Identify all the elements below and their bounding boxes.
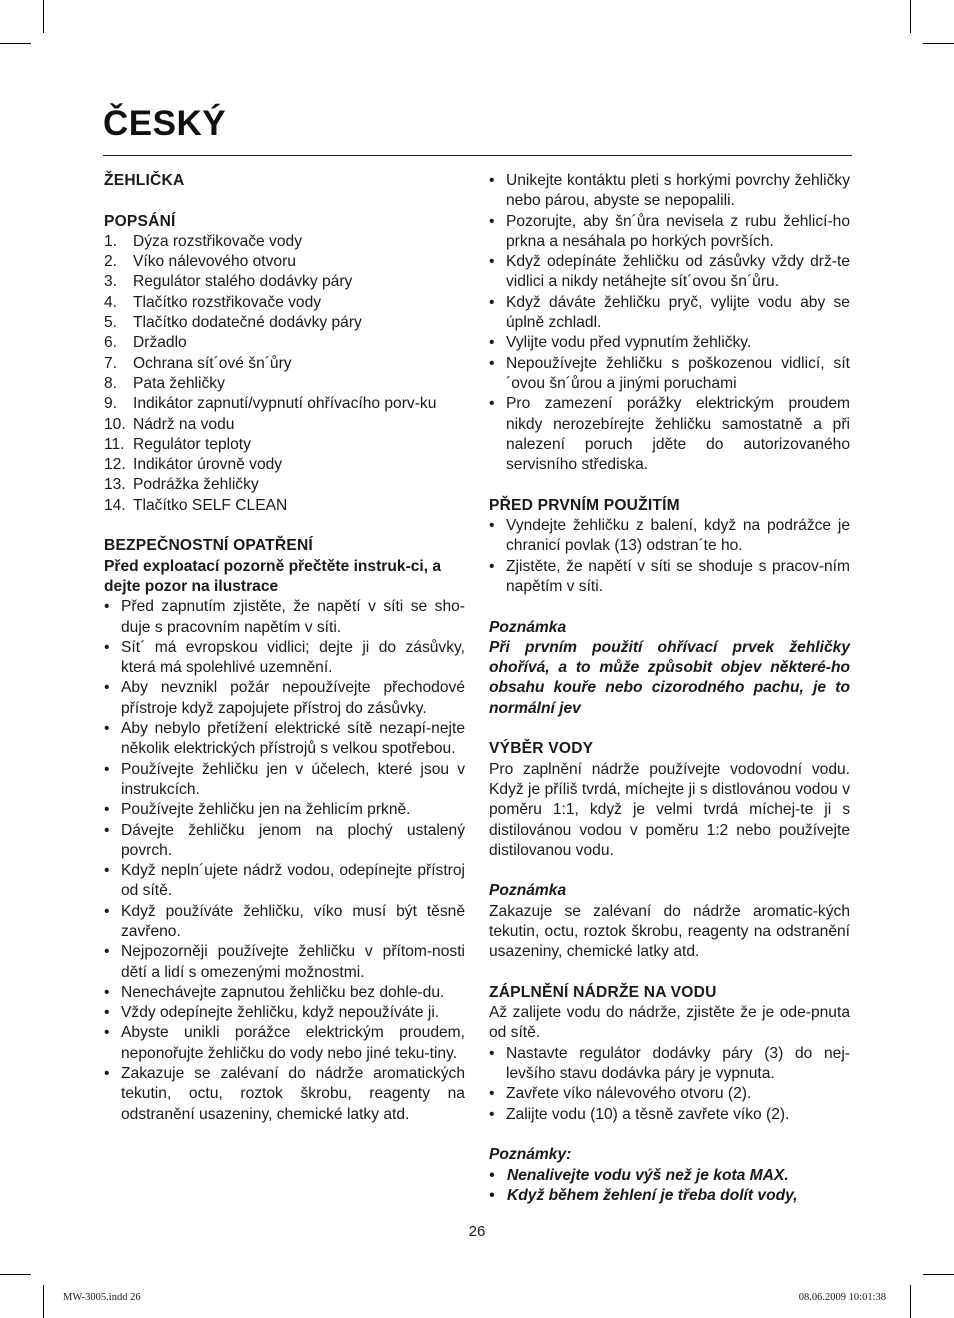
- notes-list: [489, 1166, 850, 1207]
- safety-list-continued: [489, 171, 850, 475]
- footer-file-info: MW-3005.indd 26: [63, 1292, 141, 1303]
- item-number: 2.: [104, 253, 118, 271]
- item-text: Indikátor zapnutí/vypnutí ohřívacího porv-ku: [133, 395, 437, 413]
- list-item: • Pro zamezení porážky elektrickým proudem nikdy nerozebírejte žehličku samostatně a při nalezení poruch jděte do autorizovaného servisního střediska.: [489, 394, 850, 475]
- list-item: [104, 435, 465, 455]
- list-item: • Před zapnutím zjistěte, že napětí v síti se sho-duje s pracovním napětím v síti.: [104, 597, 465, 638]
- item-text: Dávejte žehličku jenom na plochý ustalený povrch.: [121, 821, 465, 859]
- item-text: Víko nálevového otvoru: [133, 253, 296, 271]
- list-item: • Dávejte žehličku jenom na plochý ustalený povrch.: [104, 821, 465, 862]
- item-number: 12.: [104, 456, 126, 474]
- item-number: 8.: [104, 374, 118, 392]
- list-item: • Nenalivejte vodu výš než je kota MAX.: [489, 1166, 850, 1186]
- list-item: • Zavřete víko nálevového otvoru (2).: [489, 1084, 850, 1104]
- item-number: 14.: [104, 496, 126, 514]
- section-heading-iron: ŽEHLIČKA: [104, 172, 185, 189]
- list-item: • Když během žehlení je třeba dolít vody,: [489, 1186, 850, 1206]
- item-text: Pata žehličky: [133, 374, 225, 392]
- notes-title: Poznámky:: [489, 1146, 572, 1164]
- item-text: Když dáváte žehličku pryč, vylijte vodu aby se úplně zchladl.: [506, 293, 850, 332]
- item-number: 10.: [104, 415, 126, 433]
- item-text: Pro zamezení porážky elektrickým proudem nikdy nerozebírejte žehličku samostatně a při nalezení poruch jděte do autorizovaného servisního střediska.: [506, 395, 850, 474]
- item-number: 13.: [104, 476, 126, 494]
- list-item: [104, 496, 465, 516]
- list-item: • Pozorujte, aby šn´ůra nevisela z rubu žehlicí-ho prkna a nesáhala po horkých površích.: [489, 212, 850, 253]
- list-item: • Aby nevznikl požár nepoužívejte přechodové přístroje když zapojujete přístroj do zásůvky.: [104, 678, 465, 719]
- crop-mark: [43, 0, 44, 33]
- item-text: Zavřete víko nálevového otvoru (2).: [506, 1085, 752, 1103]
- list-item: • Když odepínáte žehličku od zásůvky vždy drž-te vidlici a nikdy netáhejte sít´ovou šn´ůru.: [489, 252, 850, 293]
- item-text: Když nepln´ujete nádrž vodou, odepínejte přístroj od sítě.: [121, 862, 465, 900]
- page-title: ČESKÝ: [103, 104, 227, 143]
- crop-mark: [910, 0, 911, 33]
- item-text: Vždy odepínejte žehličku, když nepoužíváte ji.: [121, 1004, 440, 1022]
- right-column: [489, 171, 850, 1206]
- item-text: Tlačítko dodatečné dodávky páry: [133, 314, 362, 332]
- list-item: • Když dáváte žehličku pryč, vylijte vodu aby se úplně zchladl.: [489, 293, 850, 334]
- item-text: Držadlo: [133, 334, 187, 352]
- list-item: [104, 272, 465, 292]
- section-heading-description: POPSÁNÍ: [104, 212, 176, 230]
- item-text: Zakazuje se zalévaní do nádrže aromatických tekutin, octu, roztok škrobu, reagenty na odstranění usazeniny, chemické latky atd.: [121, 1065, 465, 1123]
- title-divider: [103, 155, 852, 156]
- list-item: • Nenechávejte zapnutou žehličku bez dohle-du.: [104, 983, 465, 1003]
- item-text: Aby nebylo přetížení elektrické sítě nezapí-nejte několik elektrických přístrojů s velkou spotřebou.: [121, 720, 465, 758]
- item-text: Před zapnutím zjistěte, že napětí v síti se sho-duje s pracovním napětím v síti.: [121, 598, 465, 636]
- item-text: Zjistěte, že napětí v síti se shoduje s pracov-ním napětím v síti.: [506, 557, 850, 595]
- fill-steps-list: [489, 1044, 850, 1125]
- list-item: [104, 455, 465, 475]
- list-item: • Zakazuje se zalévaní do nádrže aromatických tekutin, octu, roztok škrobu, reagenty na odstranění usazeniny, chemické latky atd.: [104, 1064, 465, 1125]
- left-column: [104, 171, 465, 1125]
- list-item: • Unikejte kontáktu pleti s horkými povrchy žehličky nebo párou, abyste se nepopalili.: [489, 171, 850, 212]
- list-item: [104, 394, 465, 414]
- list-item: • Nejpozorněji používejte žehličku v přítom-nosti dětí a lidí s omezenými možnostmi.: [104, 942, 465, 983]
- item-text: Podrážka žehličky: [133, 476, 259, 494]
- page-number: 26: [468, 1223, 486, 1240]
- list-item: • Sít´ má evropskou vidlici; dejte ji do zásůvky, která má spolehlivé uzemnění.: [104, 638, 465, 679]
- note-text: Při prvním použití ohřívací prvek žehličky ohořívá, a to může způsobit objev některé-ho obsahu kouře nebo cizorodného pachu, je to normální jev: [489, 638, 850, 717]
- item-number: 11.: [104, 435, 125, 453]
- list-item: [104, 415, 465, 435]
- crop-mark: [910, 1285, 911, 1318]
- item-text: Používejte žehličku jen v účelech, které jsou v instrukcích.: [121, 760, 465, 798]
- section-heading-water: VÝBĚR VODY: [489, 740, 594, 758]
- note-title: Poznámka: [489, 882, 567, 900]
- item-text: Nastavte regulátor dodávky páry (3) do nej-levšího stavu dodávka páry je vypnuta.: [506, 1044, 850, 1083]
- list-item: • Zjistěte, že napětí v síti se shoduje s pracov-ním napětím v síti.: [489, 557, 850, 598]
- section-heading-safety: BEZPEČNOSTNÍ OPATŘENÍ: [104, 537, 313, 555]
- item-text: Vylijte vodu před vypnutím žehličky.: [506, 334, 752, 352]
- list-item: • Aby nebylo přetížení elektrické sítě nezapí-nejte několik elektrických přístrojů s velkou spotřebou.: [104, 719, 465, 760]
- section-heading-fill-tank: ZÁPLNĚNÍ NÁDRŽE NA VODU: [489, 983, 717, 1001]
- list-item: [104, 313, 465, 333]
- note-text: Zakazuje se zalévaní do nádrže aromatic-kých tekutin, octu, roztok škrobu, reagenty na odstranění usazeniny, chemické latky atd.: [489, 902, 850, 961]
- crop-mark: [0, 1274, 31, 1275]
- item-text: Tlačítko rozstřikovače vody: [133, 293, 322, 311]
- item-text: Když odepínáte žehličku od zásůvky vždy drž-te vidlici a nikdy netáhejte sít´ovou šn´ůru.: [506, 253, 850, 291]
- item-text: Indikátor úrovně vody: [133, 456, 283, 474]
- list-item: • Zalijte vodu (10) a těsně zavřete víko (2).: [489, 1105, 850, 1125]
- item-text: Nejpozorněji používejte žehličku v přítom-nosti dětí a lidí s omezenými možnostmi.: [121, 943, 465, 981]
- footer-timestamp: 08.06.2009 10:01:38: [798, 1292, 886, 1303]
- item-text: Zalijte vodu (10) a těsně zavřete víko (2).: [506, 1105, 790, 1123]
- item-text: Unikejte kontáktu pleti s horkými povrchy žehličky nebo párou, abyste se nepopalili.: [506, 172, 850, 210]
- crop-mark: [0, 43, 31, 44]
- list-item: • Vylijte vodu před vypnutím žehličky.: [489, 333, 850, 353]
- item-text: Když používáte žehličku, víko musí být těsně zavřeno.: [121, 902, 465, 940]
- item-text: Aby nevznikl požár nepoužívejte přechodové přístroje když zapojujete přístroj do zásůvky.: [121, 679, 465, 717]
- item-text: Abyste unikli porážce elektrickým proudem, neponořujte žehličku do vody nebo jiné teku-tiny.: [121, 1024, 465, 1062]
- item-text: Dýza rozstřikovače vody: [133, 232, 302, 250]
- crop-mark: [923, 1274, 954, 1275]
- list-item: • Používejte žehličku jen v účelech, které jsou v instrukcích.: [104, 760, 465, 801]
- list-item: • Nepoužívejte žehličku s poškozenou vidlicí, sít´ovou šn´ůrou a jinými poruchami: [489, 354, 850, 395]
- item-number: 4.: [104, 293, 118, 311]
- list-item: [104, 252, 465, 272]
- section-heading-first-use: PŘED PRVNÍM POUŽITÍM: [489, 496, 680, 514]
- water-paragraph: Pro zaplnění nádrže používejte vodovodní vodu. Když je příliš tvrdá, míchejte ji s distlovánou vodou v poměru 1:1, když je velmi tvrdá míchej-te ji s distilovánou vodou v poměru 1:2 nebo používejte distilovanou vodu.: [489, 760, 850, 859]
- item-number: 3.: [104, 273, 118, 291]
- item-text: Nepoužívejte žehličku s poškozenou vidlicí, sít´ovou šn´ůrou a jinými poruchami: [506, 354, 850, 392]
- list-item: • Používejte žehličku jen na žehlicím prkně.: [104, 800, 465, 820]
- item-text: Pozorujte, aby šn´ůra nevisela z rubu žehlicí-ho prkna a nesáhala po horkých površích.: [506, 212, 850, 250]
- crop-mark: [43, 1285, 44, 1318]
- list-item: [104, 293, 465, 313]
- item-text: Ochrana sít´ové šn´ůry: [133, 354, 292, 372]
- list-item: • Nastavte regulátor dodávky páry (3) do nej-levšího stavu dodávka páry je vypnuta.: [489, 1044, 850, 1085]
- item-text: Nenalivejte vodu výš než je kota MAX.: [507, 1166, 789, 1184]
- item-text: Když během žehlení je třeba dolít vody,: [507, 1186, 798, 1204]
- item-text: Tlačítko SELF CLEAN: [133, 496, 288, 514]
- item-text: Regulátor teploty: [133, 435, 251, 453]
- item-text: Vyndejte žehličku z balení, když na podrážce je chranicí povlak (13) odstran´te ho.: [506, 517, 850, 555]
- item-text: Regulátor stalého dodávky páry: [133, 273, 353, 291]
- fill-intro: Až zalijete vodu do nádrže, zjistěte že je ode-pnuta od sítě.: [489, 1004, 850, 1042]
- item-text: Sít´ má evropskou vidlici; dejte ji do zásůvky, která má spolehlivé uzemnění.: [121, 638, 465, 677]
- crop-mark: [923, 43, 954, 44]
- item-number: 9.: [104, 395, 118, 413]
- item-number: 7.: [104, 354, 118, 372]
- list-item: • Když používáte žehličku, víko musí být těsně zavřeno.: [104, 902, 465, 943]
- list-item: • Když nepln´ujete nádrž vodou, odepínejte přístroj od sítě.: [104, 861, 465, 902]
- item-number: 5.: [104, 314, 118, 332]
- list-item: • Vyndejte žehličku z balení, když na podrážce je chranicí povlak (13) odstran´te ho.: [489, 516, 850, 557]
- note-title: Poznámka: [489, 618, 567, 636]
- list-item: [104, 354, 465, 374]
- safety-list: [104, 597, 465, 1125]
- list-item: [104, 232, 465, 252]
- list-item: • Vždy odepínejte žehličku, když nepoužíváte ji.: [104, 1003, 465, 1023]
- item-number: 1.: [104, 232, 118, 250]
- safety-intro: Před exploatací pozorně přečtěte instruk-ci, a dejte pozor na ilustrace: [104, 557, 442, 595]
- list-item: • Abyste unikli porážce elektrickým proudem, neponořujte žehličku do vody nebo jiné teku-tiny.: [104, 1023, 465, 1064]
- parts-list: [104, 232, 465, 516]
- first-use-list: [489, 516, 850, 597]
- item-number: 6.: [104, 334, 118, 352]
- item-text: Používejte žehličku jen na žehlicím prkně.: [121, 801, 411, 819]
- item-text: Nádrž na vodu: [133, 415, 235, 433]
- list-item: [104, 475, 465, 495]
- list-item: [104, 374, 465, 394]
- list-item: [104, 333, 465, 353]
- item-text: Nenechávejte zapnutou žehličku bez dohle-du.: [121, 983, 445, 1001]
